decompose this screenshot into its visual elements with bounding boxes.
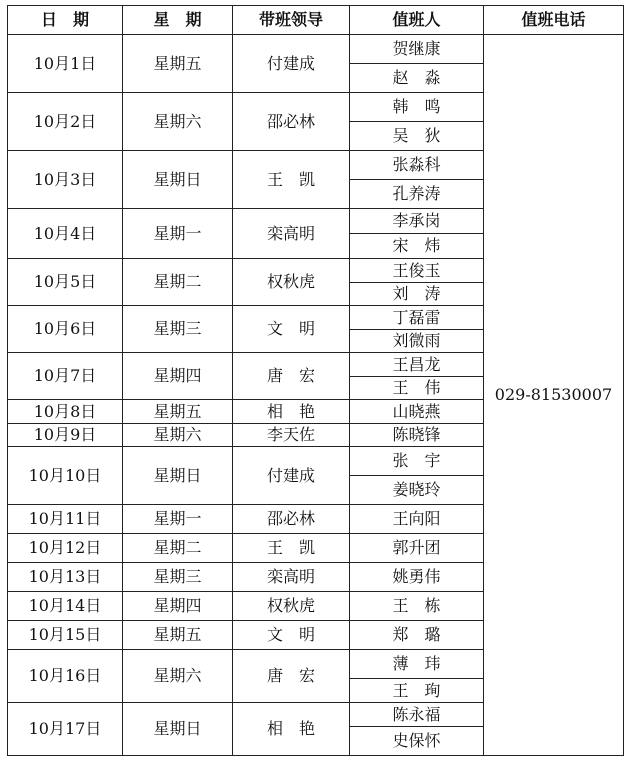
staff-cell: 薄 玮: [350, 650, 484, 679]
weekday-cell: 星期五: [123, 35, 233, 93]
date-cell: 10月8日: [8, 400, 123, 424]
date-cell: 10月17日: [8, 703, 123, 756]
staff-cell: 姚勇伟: [350, 563, 484, 592]
date-cell: 10月3日: [8, 151, 123, 209]
weekday-cell: 星期日: [123, 703, 233, 756]
staff-cell: 陈晓锋: [350, 424, 484, 447]
leader-cell: 付建成: [233, 35, 350, 93]
header-date: 日 期: [8, 6, 123, 35]
staff-cell: 王昌龙: [350, 353, 484, 377]
weekday-cell: 星期六: [123, 93, 233, 151]
date-cell: 10月9日: [8, 424, 123, 447]
leader-cell: 权秋虎: [233, 259, 350, 306]
weekday-cell: 星期一: [123, 505, 233, 534]
leader-cell: 唐 宏: [233, 353, 350, 400]
leader-cell: 邵必林: [233, 93, 350, 151]
weekday-cell: 星期五: [123, 400, 233, 424]
staff-cell: 韩 鸣: [350, 93, 484, 122]
weekday-cell: 星期三: [123, 563, 233, 592]
leader-cell: 文 明: [233, 306, 350, 353]
staff-cell: 陈永福: [350, 703, 484, 727]
staff-cell: 贺继康: [350, 35, 484, 64]
date-cell: 10月6日: [8, 306, 123, 353]
weekday-cell: 星期四: [123, 353, 233, 400]
leader-cell: 相 艳: [233, 400, 350, 424]
staff-cell: 张 宇: [350, 447, 484, 476]
leader-cell: 栾高明: [233, 209, 350, 259]
header-leader: 带班领导: [233, 6, 350, 35]
table-row: [8, 35, 624, 64]
weekday-cell: 星期日: [123, 151, 233, 209]
weekday-cell: 星期一: [123, 209, 233, 259]
leader-cell: 相 艳: [233, 703, 350, 756]
leader-cell: 李天佐: [233, 424, 350, 447]
weekday-cell: 星期五: [123, 621, 233, 650]
leader-cell: 王 凯: [233, 151, 350, 209]
staff-cell: 郑 璐: [350, 621, 484, 650]
staff-cell: 王 伟: [350, 377, 484, 400]
header-staff: 值班人: [350, 6, 484, 35]
staff-cell: 丁磊雷: [350, 306, 484, 330]
leader-cell: 王 凯: [233, 534, 350, 563]
leader-cell: 权秋虎: [233, 592, 350, 621]
date-cell: 10月1日: [8, 35, 123, 93]
leader-cell: 文 明: [233, 621, 350, 650]
date-cell: 10月13日: [8, 563, 123, 592]
header-weekday: 星 期: [123, 6, 233, 35]
staff-cell: 刘 涛: [350, 283, 484, 306]
staff-cell: 郭升团: [350, 534, 484, 563]
date-cell: 10月15日: [8, 621, 123, 650]
date-cell: 10月2日: [8, 93, 123, 151]
weekday-cell: 星期四: [123, 592, 233, 621]
leader-cell: 邵必林: [233, 505, 350, 534]
leader-cell: 栾高明: [233, 563, 350, 592]
staff-cell: 王 栋: [350, 592, 484, 621]
date-cell: 10月7日: [8, 353, 123, 400]
leader-cell: 付建成: [233, 447, 350, 505]
date-cell: 10月10日: [8, 447, 123, 505]
staff-cell: 孔养涛: [350, 180, 484, 209]
date-cell: 10月4日: [8, 209, 123, 259]
weekday-cell: 星期日: [123, 447, 233, 505]
staff-cell: 吴 狄: [350, 122, 484, 151]
date-cell: 10月16日: [8, 650, 123, 703]
staff-cell: 姜晓玲: [350, 476, 484, 505]
weekday-cell: 星期二: [123, 259, 233, 306]
staff-cell: 李承岗: [350, 209, 484, 234]
header-row: [8, 6, 624, 35]
duty-schedule-table: [7, 5, 624, 756]
staff-cell: 宋 炜: [350, 234, 484, 259]
phone-cell: 029-81530007: [484, 35, 624, 756]
staff-cell: 刘微雨: [350, 330, 484, 353]
staff-cell: 史保怀: [350, 727, 484, 756]
table-body: [8, 35, 624, 756]
weekday-cell: 星期二: [123, 534, 233, 563]
header-phone: 值班电话: [484, 6, 624, 35]
weekday-cell: 星期六: [123, 424, 233, 447]
weekday-cell: 星期三: [123, 306, 233, 353]
staff-cell: 王俊玉: [350, 259, 484, 283]
date-cell: 10月5日: [8, 259, 123, 306]
staff-cell: 赵 淼: [350, 64, 484, 93]
date-cell: 10月12日: [8, 534, 123, 563]
weekday-cell: 星期六: [123, 650, 233, 703]
staff-cell: 张淼科: [350, 151, 484, 180]
date-cell: 10月11日: [8, 505, 123, 534]
staff-cell: 王向阳: [350, 505, 484, 534]
leader-cell: 唐 宏: [233, 650, 350, 703]
staff-cell: 山晓燕: [350, 400, 484, 424]
staff-cell: 王 珣: [350, 679, 484, 703]
date-cell: 10月14日: [8, 592, 123, 621]
